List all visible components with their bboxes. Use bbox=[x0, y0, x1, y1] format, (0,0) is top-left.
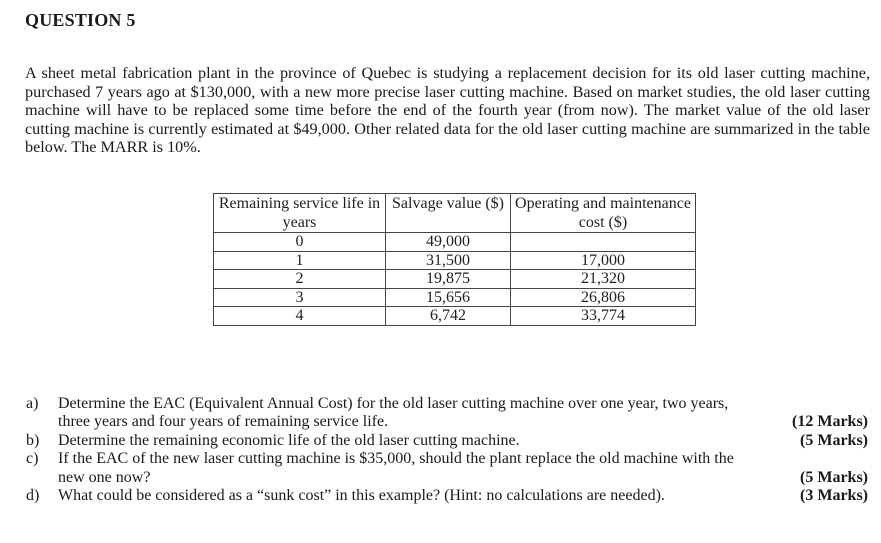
question-b-letter: b) bbox=[26, 431, 40, 449]
header-remaining-life: Remaining service life in years bbox=[214, 194, 386, 233]
cell-salvage: 31,500 bbox=[386, 251, 511, 270]
question-list bbox=[26, 395, 868, 505]
question-d-line1: What could be considered as a “sunk cost” in this example? (Hint: no calculations are needed). bbox=[58, 487, 665, 505]
question-a-line1: Determine the EAC (Equivalent Annual Cost) for the old laser cutting machine over one year, two years, bbox=[58, 395, 729, 412]
cell-life: 2 bbox=[214, 270, 386, 289]
table-header-row bbox=[214, 194, 696, 233]
question-c-letter: c) bbox=[26, 450, 39, 468]
table-row bbox=[214, 288, 696, 307]
table-row bbox=[214, 251, 696, 270]
table-row bbox=[214, 270, 696, 289]
table-row bbox=[214, 307, 696, 326]
problem-statement bbox=[25, 64, 870, 157]
header-om-cost: Operating and maintenance cost ($) bbox=[511, 194, 696, 233]
question-a-letter: a) bbox=[26, 395, 39, 412]
question-a-line2: three years and four years of remaining service life. bbox=[58, 413, 389, 431]
cell-life: 0 bbox=[214, 233, 386, 252]
cell-salvage: 19,875 bbox=[386, 270, 511, 289]
cell-life: 4 bbox=[214, 307, 386, 326]
question-c-line2: new one now? bbox=[58, 468, 151, 486]
question-d-marks: (3 Marks) bbox=[800, 487, 868, 505]
table-row bbox=[214, 233, 696, 252]
problem-text: A sheet metal fabrication plant in the province of Quebec is studying a replacement decision for its old laser cutting machine, purchased 7 years ago at $130,000, with a new more precise laser cutting machine. Based on market studies, the old laser cutting machine will have to be replaced some time before the end of the fourth year (from now). The market value of the old laser cutting machine is currently estimated at $49,000. Other related data for the old laser cutting machine are summarized in the table below. The MARR is 10%. bbox=[25, 64, 870, 156]
cell-om-cost: 26,806 bbox=[511, 288, 696, 307]
question-b-line1: Determine the remaining economic life of the old laser cutting machine. bbox=[58, 431, 520, 449]
cell-om-cost: 33,774 bbox=[511, 307, 696, 326]
cell-life: 3 bbox=[214, 288, 386, 307]
question-c-marks: (5 Marks) bbox=[800, 468, 868, 486]
question-a bbox=[26, 395, 868, 432]
cell-om-cost bbox=[511, 233, 696, 252]
cell-om-cost: 17,000 bbox=[511, 251, 696, 270]
cell-life: 1 bbox=[214, 251, 386, 270]
question-heading: QUESTION 5 bbox=[25, 10, 136, 30]
question-a-marks: (12 Marks) bbox=[792, 413, 868, 431]
question-d-letter: d) bbox=[26, 487, 40, 505]
cell-salvage: 15,656 bbox=[386, 288, 511, 307]
header-salvage-value: Salvage value ($) bbox=[386, 194, 511, 233]
question-c-line1: If the EAC of the new laser cutting machine is $35,000, should the plant replace the old machine with the bbox=[58, 450, 734, 468]
cell-om-cost: 21,320 bbox=[511, 270, 696, 289]
question-b-marks: (5 Marks) bbox=[800, 431, 868, 449]
cell-salvage: 49,000 bbox=[386, 233, 511, 252]
question-c bbox=[26, 450, 868, 487]
machine-data-table bbox=[213, 193, 696, 326]
question-d bbox=[26, 487, 868, 505]
cell-salvage: 6,742 bbox=[386, 307, 511, 326]
question-b bbox=[26, 432, 868, 450]
